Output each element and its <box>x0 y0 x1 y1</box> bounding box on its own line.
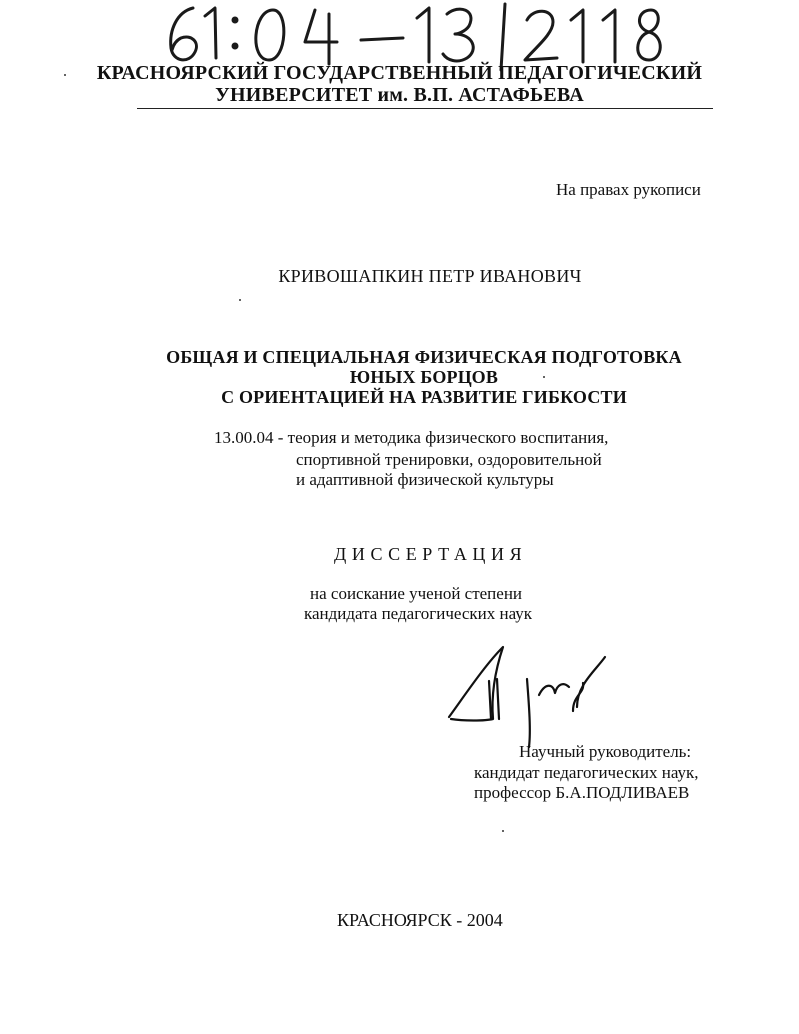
degree-line-1: на соискание ученой степени <box>310 584 523 603</box>
specialty-line-1: 13.00.04 - теория и методика физического воспитания, <box>214 428 609 447</box>
author-name: КРИВОШАПКИН ПЕТР ИВАНОВИЧ <box>278 266 582 286</box>
city-and-year: КРАСНОЯРСК - 2004 <box>337 910 503 930</box>
supervisor-label: Научный руководитель: <box>519 742 692 761</box>
document-type-heading: ДИССЕРТАЦИЯ <box>334 544 528 564</box>
scan-speck <box>239 299 241 301</box>
dissertation-title-line-1: ОБЩАЯ И СПЕЦИАЛЬНАЯ ФИЗИЧЕСКАЯ ПОДГОТОВКА <box>166 347 682 367</box>
scan-speck <box>543 376 545 378</box>
scan-speck <box>64 74 66 76</box>
dissertation-title-line-3: С ОРИЕНТАЦИЕЙ НА РАЗВИТИЕ ГИБКОСТИ <box>221 387 627 407</box>
specialty-line-3: и адаптивной физической культуры <box>296 470 554 489</box>
degree-line-2: кандидата педагогических наук <box>304 604 533 623</box>
university-name-line-1: КРАСНОЯРСКИЙ ГОСУДАРСТВЕННЫЙ ПЕДАГОГИЧЕСКИЙ <box>96 62 703 84</box>
header-divider <box>137 108 713 109</box>
supervisor-name: профессор Б.А.ПОДЛИВАЕВ <box>474 783 690 802</box>
scan-speck <box>502 830 504 832</box>
specialty-line-2: спортивной тренировки, оздоровительной <box>296 450 602 469</box>
supervisor-signature <box>445 635 615 750</box>
supervisor-degree: кандидат педагогических наук, <box>474 763 699 782</box>
university-name-line-2: УНИВЕРСИТЕТ им. В.П. АСТАФЬЕВА <box>215 84 584 106</box>
dissertation-title-line-2: ЮНЫХ БОРЦОВ <box>349 367 499 387</box>
manuscript-rights-note: На правах рукописи <box>556 180 701 199</box>
